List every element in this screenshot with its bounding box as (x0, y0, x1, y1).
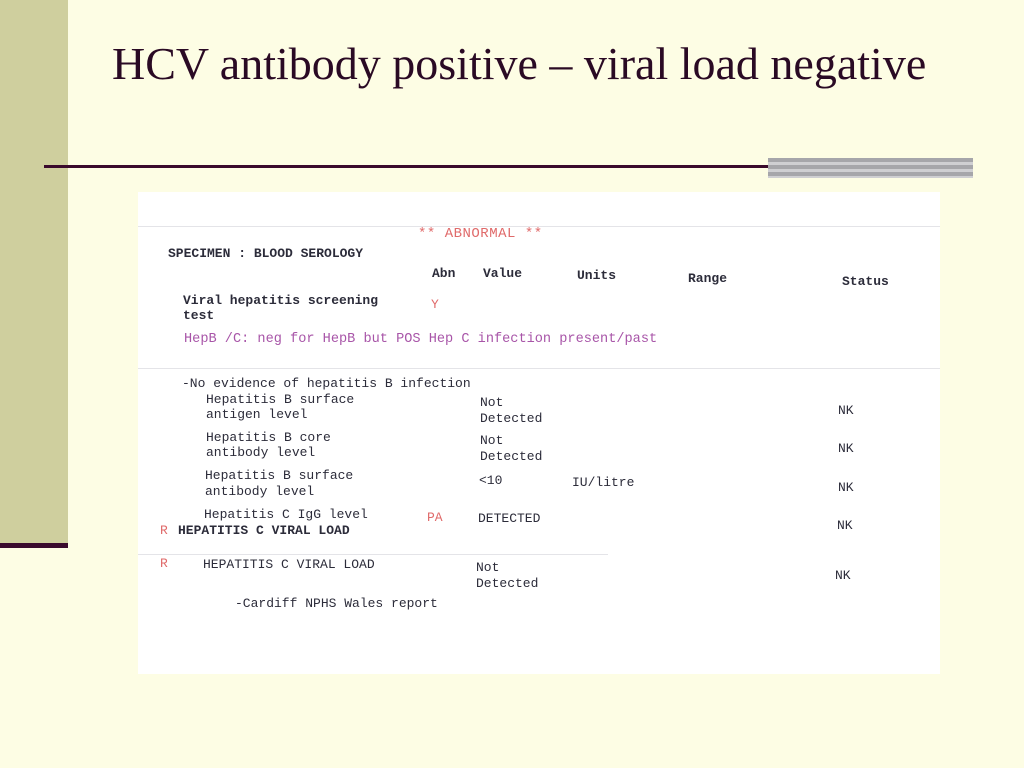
hcv-igg-name: Hepatitis C IgG level (204, 507, 368, 522)
header-units: Units (577, 268, 617, 283)
abnormal-banner: ** ABNORMAL ** (418, 226, 543, 242)
hbcab-status: NK (838, 441, 854, 456)
title-divider (44, 165, 770, 168)
hbsab-status: NK (838, 480, 854, 495)
hbsag-value-line1: Not (480, 395, 504, 410)
hbsab-value: <10 (479, 473, 503, 488)
hcv-igg-value: DETECTED (478, 511, 541, 526)
viral-load-header-flag: R (160, 523, 168, 538)
hcv-igg-status: NK (837, 518, 853, 533)
hbsag-name-line2: antigen level (206, 407, 308, 422)
viral-load-row-flag: R (160, 556, 168, 571)
slide-title: HCV antibody positive – viral load negative (112, 38, 927, 89)
left-accent-band (0, 0, 68, 548)
interpretive-comment: HepB /C: neg for HepB but POS Hep C infection present/past (184, 332, 658, 347)
screening-test-line1: Viral hepatitis screening (183, 293, 379, 308)
hbsab-units: IU/litre (572, 475, 635, 490)
header-abn: Abn (432, 266, 456, 281)
hbcab-name-line1: Hepatitis B core (206, 430, 331, 445)
hcv-igg-abn-flag: PA (427, 510, 443, 525)
hbsag-status: NK (838, 403, 854, 418)
lab-report-scan (138, 192, 940, 674)
viral-load-status: NK (835, 568, 851, 583)
hbcab-value-line2: Detected (480, 449, 543, 464)
screening-test-line2: test (183, 308, 215, 323)
viral-load-row-name: HEPATITIS C VIRAL LOAD (203, 557, 375, 572)
header-range: Range (688, 271, 728, 286)
header-status: Status (842, 274, 889, 289)
hbcab-name-line2: antibody level (206, 445, 316, 460)
no-evidence-hep-b: -No evidence of hepatitis B infection (182, 376, 471, 391)
hbsab-name-line2: antibody level (205, 484, 315, 499)
viral-load-value-line2: Detected (476, 576, 539, 591)
hbsag-name-line1: Hepatitis B surface (206, 392, 355, 407)
header-value: Value (483, 266, 523, 281)
report-source-footer: -Cardiff NPHS Wales report (235, 596, 438, 611)
title-divider-bar (768, 158, 973, 178)
screening-abn-flag: Y (431, 297, 439, 312)
specimen-label: SPECIMEN : BLOOD SEROLOGY (168, 246, 364, 261)
viral-load-value-line1: Not (476, 560, 500, 575)
comment-rule (138, 368, 940, 369)
viral-load-rule (138, 554, 608, 555)
left-accent-underline (0, 543, 68, 548)
hbsag-value-line2: Detected (480, 411, 543, 426)
viral-load-header-label: HEPATITIS C VIRAL LOAD (178, 523, 350, 538)
hbsab-name-line1: Hepatitis B surface (205, 468, 354, 483)
hbcab-value-line1: Not (480, 433, 504, 448)
